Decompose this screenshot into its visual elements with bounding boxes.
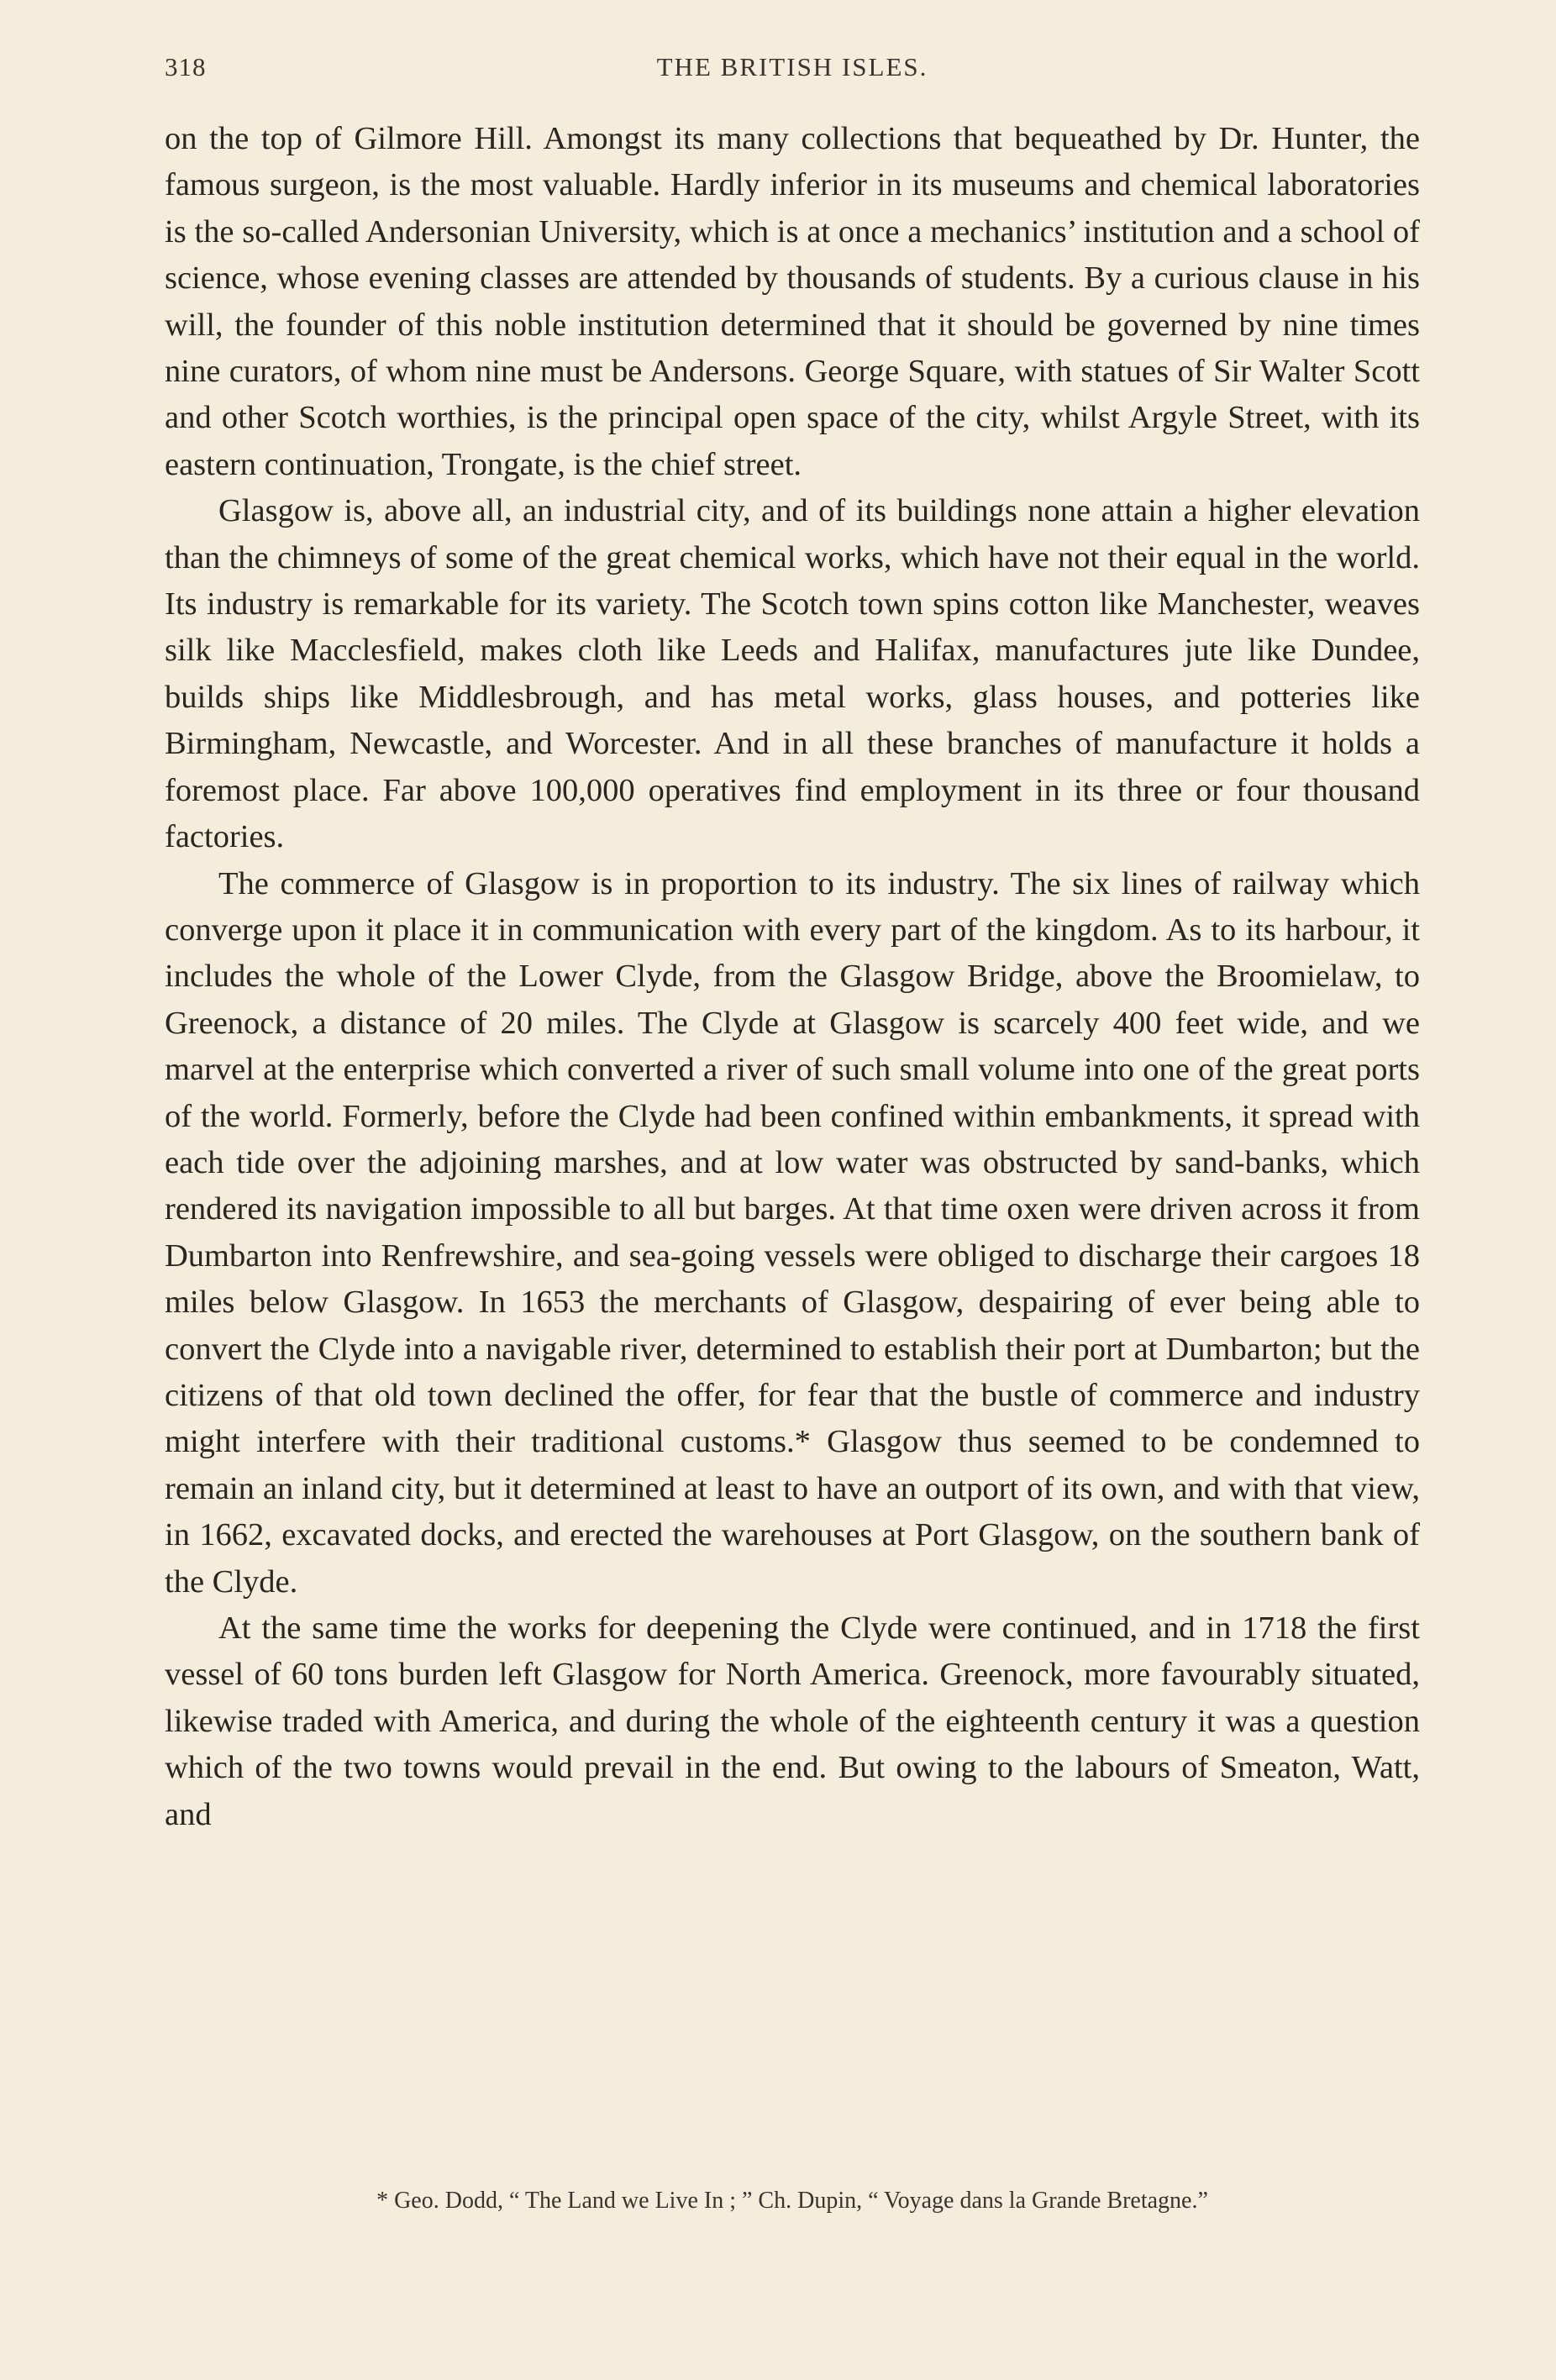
page-number: 318: [165, 52, 207, 81]
paragraph-3: The commerce of Glasgow is in proportion to its industry. The six lines of railway which converge upon it place it in communication with every part of the kingdom. As to its harbour, it includes the whole of the Lower Clyde, from the Glasgow Bridge, above the Broomielaw, to Greenock, a distance of 20 miles. The Clyde at Glasgow is scarcely 400 feet wide, and we marvel at the enterprise which converted a river of such small volume into one of the great ports of the world. Formerly, before the Clyde had been confined within embankments, it spread with each tide over the adjoining marshes, and at low water was obstructed by sand-banks, which rendered its navigation impossible to all but barges. At that time oxen were driven across it from Dumbarton into Renfrewshire, and sea-going vessels were obliged to discharge their cargoes 18 miles below Glasgow. In 1653 the merchants of Glasgow, despairing of ever being able to convert the Clyde into a navigable river, determined to establish their port at Dumbarton; but the citizens of that old town declined the offer, for fear that the bustle of commerce and industry might interfere with their traditional customs.* Glasgow thus seemed to be condemned to remain an inland city, but it determined at least to have an outport of its own, and with that view, in 1662, excavated docks, and erected the warehouses at Port Glasgow, on the southern bank of the Clyde.: [165, 865, 1420, 1600]
body-text: [165, 116, 1420, 1838]
footnote: * Geo. Dodd, “ The Land we Live In ; ” Ch. Dupin, “ Voyage dans la Grande Bretagne.”: [376, 2188, 1208, 2214]
paragraph-2: Glasgow is, above all, an industrial city, and of its buildings none attain a higher elevation than the chimneys of some of the great chemical works, which have not their equal in the world. Its industry is remarkable for its variety. The Scotch town spins cotton like Manchester, weaves silk like Macclesfield, makes cloth like Leeds and Halifax, manufactures jute like Dundee, builds ships like Middlesbrough, and has metal works, glass houses, and potteries like Birmingham, Newcastle, and Worcester. And in all these branches of manufacture it holds a foremost place. Far above 100,000 operatives find employment in its three or four thousand factories.: [165, 493, 1420, 855]
paragraph-4: At the same time the works for deepening the Clyde were continued, and in 1718 the first vessel of 60 tons burden left Glasgow for North America. Greenock, more favourably situated, likewise traded with America, and during the whole of the eighteenth century it was a question which of the two towns would prevail in the end. But owing to the labours of Smeaton, Watt, and: [165, 1610, 1420, 1832]
running-head: THE BRITISH ISLES.: [656, 52, 928, 81]
paragraph-1: on the top of Gilmore Hill. Amongst its many collections that bequeathed by Dr. Hunter, the famous surgeon, is the most valuable. Hardly inferior in its museums and chemical laboratories is the so-called Andersonian University, which is at once a mechanics’ institution and a school of science, whose evening classes are attended by thousands of students. By a curious clause in his will, the founder of this noble institution determined that it should be governed by nine times nine curators, of whom nine must be Andersons. George Square, with statues of Sir Walter Scott and other Scotch worthies, is the principal open space of the city, whilst Argyle Street, with its eastern continuation, Trongate, is the chief street.: [165, 121, 1420, 482]
page-header: [165, 52, 1420, 94]
